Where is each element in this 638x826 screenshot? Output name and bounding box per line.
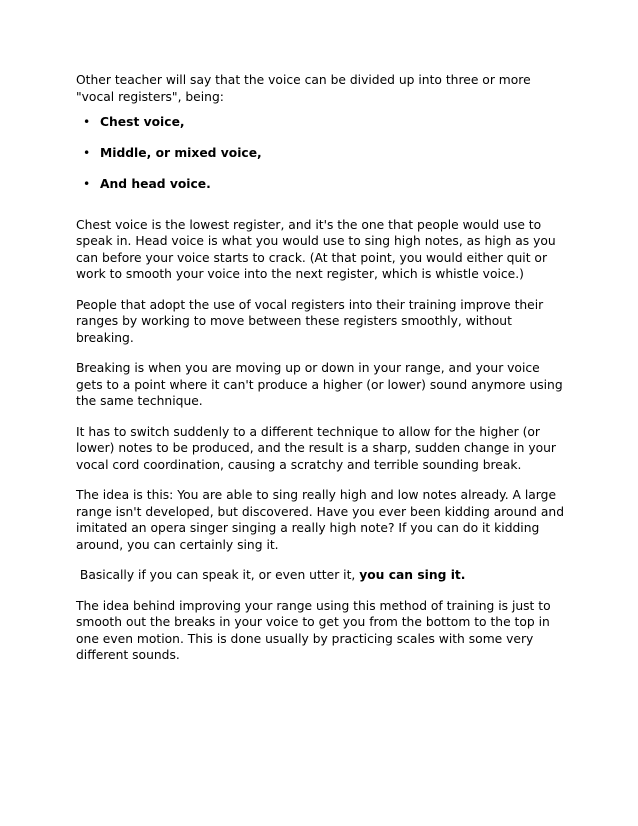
basically-paragraph — [76, 567, 568, 584]
bullet-icon: • — [83, 115, 91, 129]
idea-paragraph: The idea is this: You are able to sing really high and low notes already. A large range isn't developed, but discovered. Have you ever been kidding around and imitated an opera singer singing a really high note? If you can do it kidding around, you can certainly sing it. — [76, 488, 565, 552]
bullet-icon: • — [83, 146, 91, 160]
switch-technique-paragraph: It has to switch suddenly to a different technique to allow for the higher (or lower) notes to be produced, and the result is a sharp, sudden change in your vocal cord coordination, causing a scratchy and terrible sounding break. — [76, 424, 556, 472]
vocal-registers-list — [76, 114, 568, 193]
basically-bold-text: you can sing it. — [359, 568, 466, 582]
chest-head-paragraph: Chest voice is the lowest register, and it's the one that people would use to speak in. Head voice is what you would use to sing high notes, as high as you can before your voice starts to crack. (At that point, you would either quit or work to smooth your voice into the next register, which is whistle voice.) — [76, 217, 556, 281]
register-head: And head voice. — [100, 177, 211, 191]
intro-paragraph: Other teacher will say that the voice can be divided up into three or more "vocal registers", being: — [76, 73, 531, 104]
list-item — [76, 176, 568, 193]
breaking-paragraph: Breaking is when you are moving up or down in your range, and your voice gets to a point where it can't produce a higher (or lower) sound anymore using the same technique. — [76, 361, 563, 408]
basically-lead-text: Basically if you can speak it, or even utter it, — [79, 568, 360, 582]
adopt-registers-paragraph: People that adopt the use of vocal registers into their training improve their ranges by working to move between these registers smoothly, without breaking. — [76, 297, 544, 345]
document-page — [76, 72, 568, 678]
method-paragraph: The idea behind improving your range using this method of training is just to smooth out the breaks in your voice to get you from the bottom to the top in one even motion. This is done usually by practicing scales with some very different sounds. — [76, 598, 551, 662]
list-item — [76, 145, 568, 162]
register-middle: Middle, or mixed voice, — [100, 146, 262, 160]
register-chest: Chest voice, — [100, 115, 185, 129]
list-item — [76, 114, 568, 131]
bullet-icon: • — [83, 177, 91, 191]
